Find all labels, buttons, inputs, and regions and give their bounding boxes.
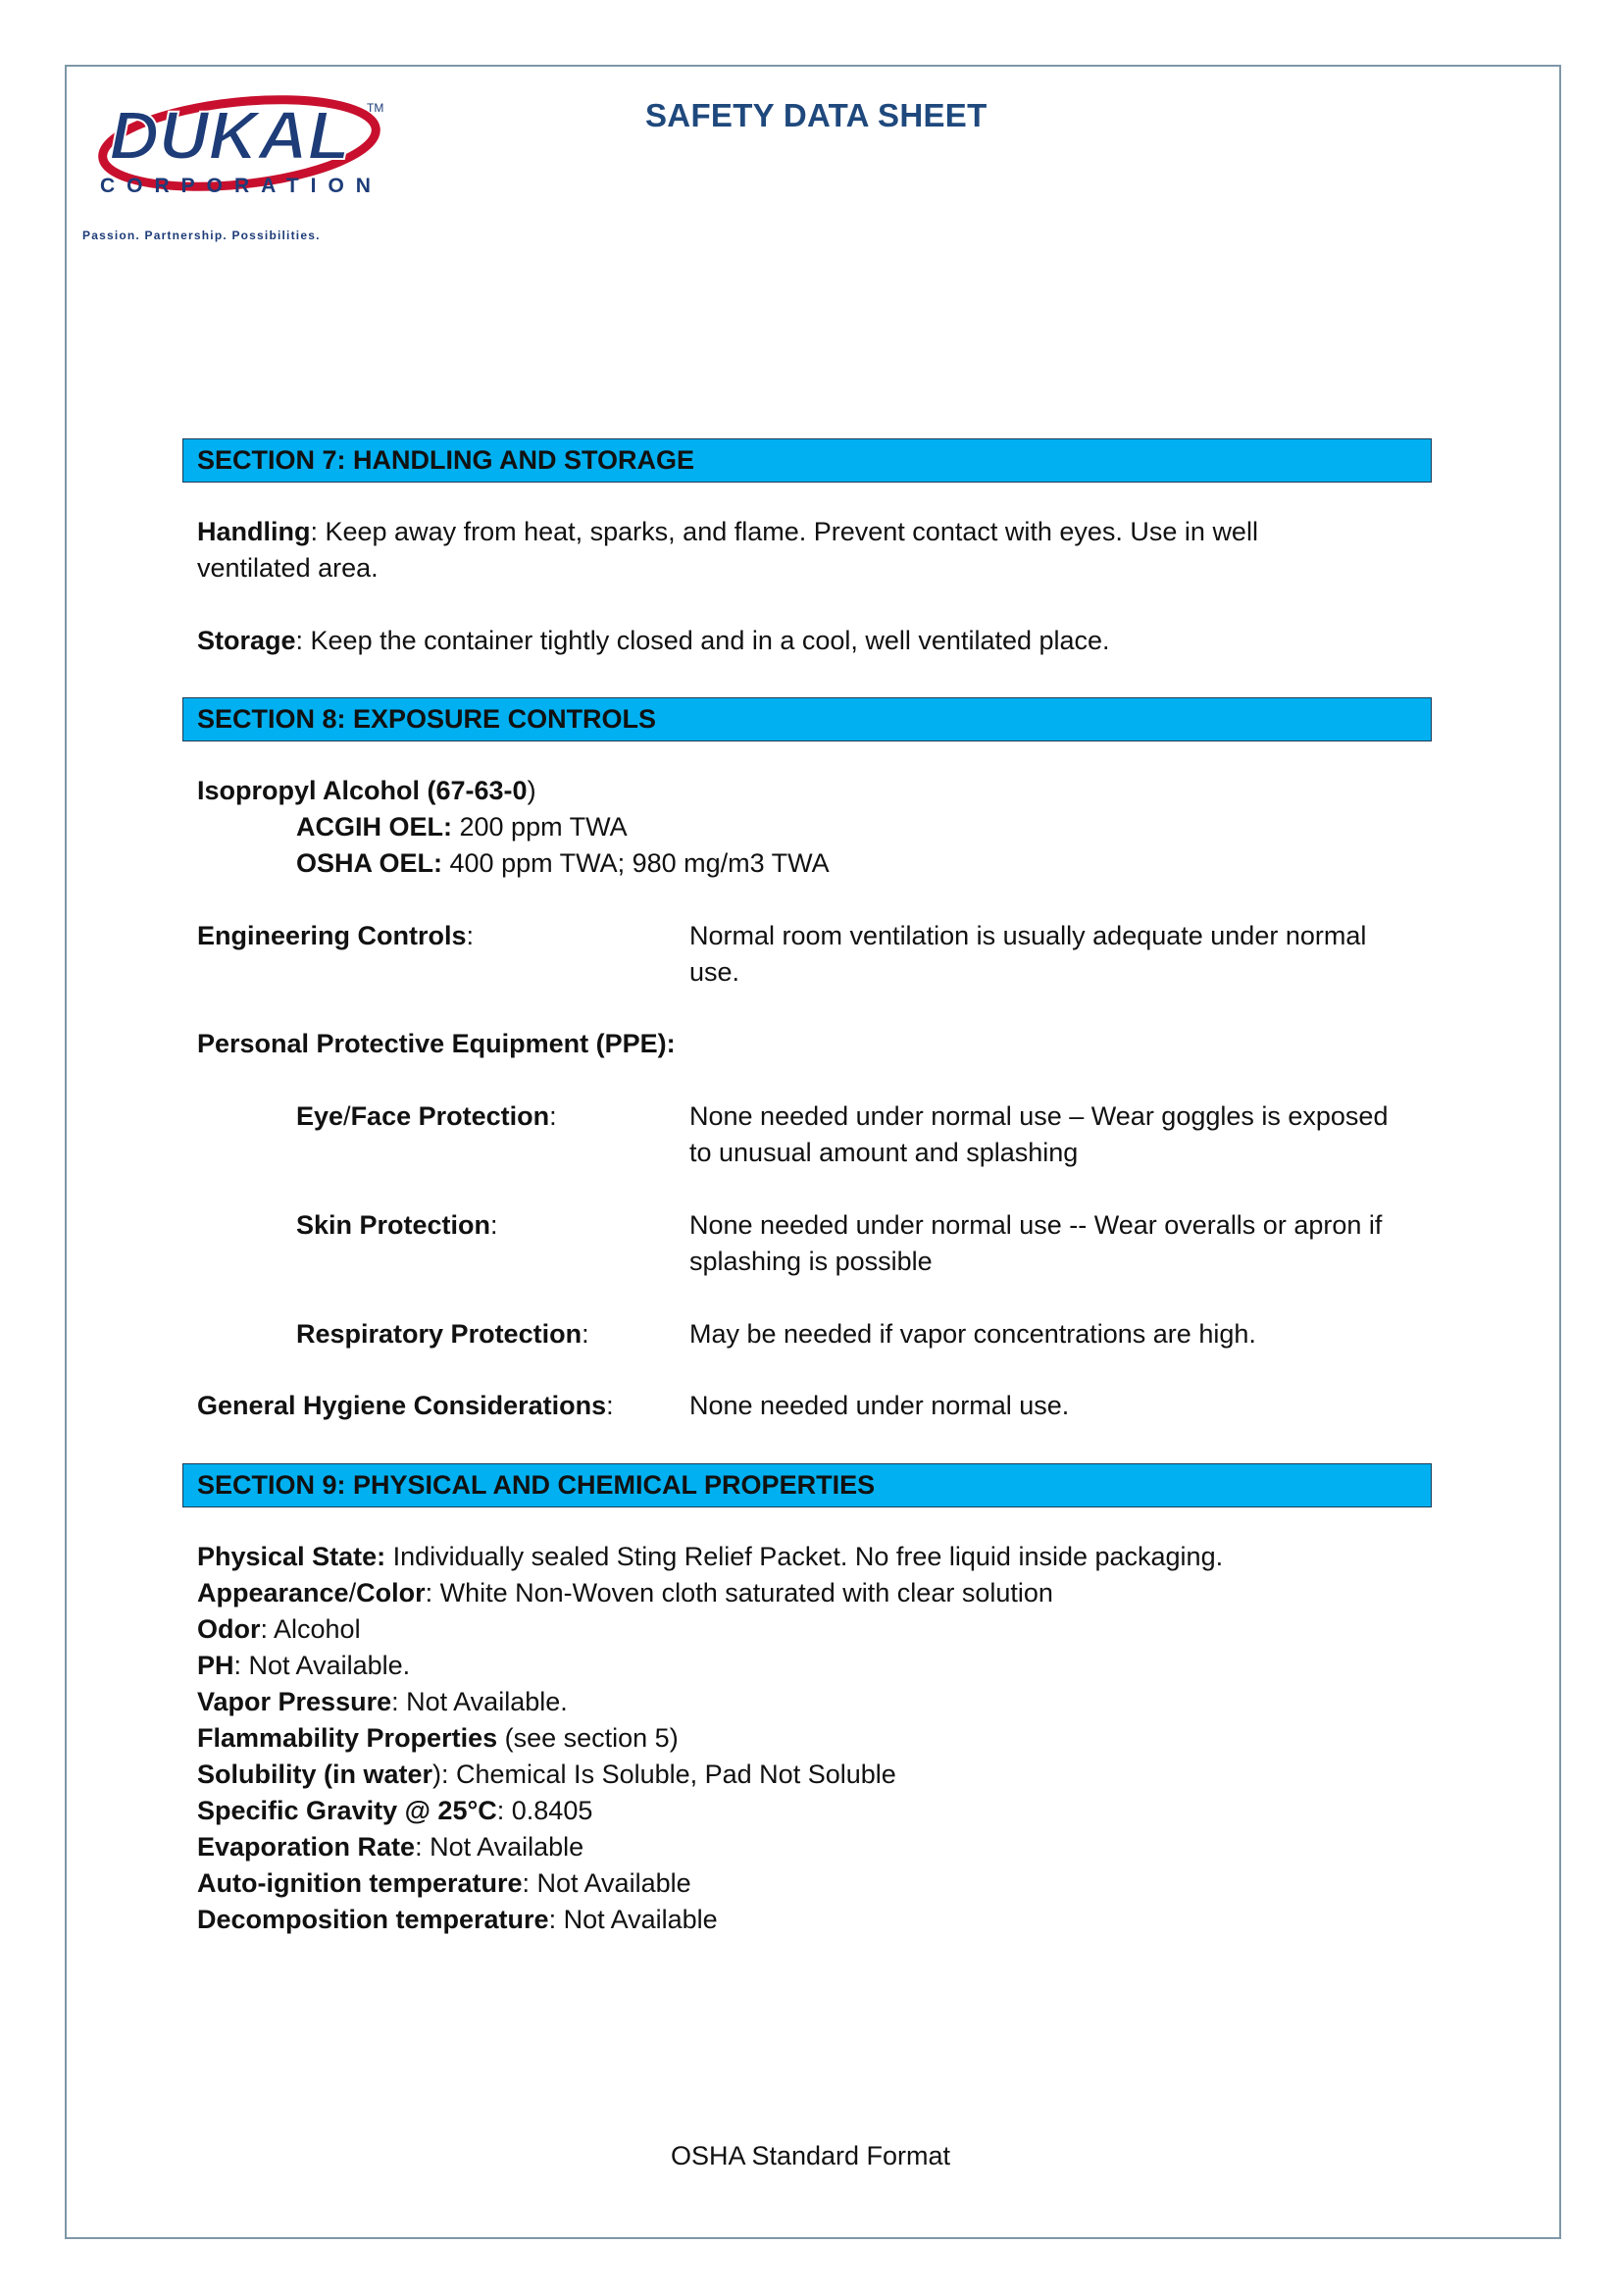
acgih-line	[296, 809, 628, 845]
prop-value: : Alcohol	[260, 1614, 361, 1644]
engineering-colon: :	[466, 921, 475, 950]
prop-value: : Not Available	[548, 1905, 718, 1934]
skin-value-1: None needed under normal use -- Wear overalls or apron if	[689, 1210, 1383, 1240]
prop-ph	[197, 1648, 410, 1684]
prop-label: Physical State:	[197, 1542, 386, 1571]
eye-label-a: Eye	[296, 1101, 344, 1131]
skin-colon: :	[490, 1210, 498, 1240]
eye-label-b: Face Protection	[350, 1101, 550, 1131]
prop-label: Appearance	[197, 1578, 349, 1607]
prop-value: : Not Available.	[233, 1651, 411, 1680]
prop-value: : 0.8405	[496, 1796, 593, 1825]
hygiene-label: General Hygiene Considerations	[197, 1391, 607, 1420]
engineering-value-2: use.	[689, 957, 740, 987]
hygiene-colon: :	[606, 1391, 614, 1420]
eye-label-sep: /	[343, 1101, 351, 1131]
prop-specific-gravity	[197, 1793, 592, 1829]
osha-label: OSHA OEL:	[296, 848, 443, 878]
substance-label: Isopropyl Alcohol (67-63-0	[197, 776, 528, 805]
prop-label: Vapor Pressure	[197, 1687, 392, 1716]
substance-close: )	[527, 776, 536, 805]
storage-label: Storage	[197, 626, 296, 655]
prop-label: PH	[197, 1651, 234, 1680]
prop-value: : White Non-Woven cloth saturated with clear solution	[425, 1578, 1053, 1607]
prop-vapor-pressure	[197, 1684, 568, 1720]
prop-evaporation-rate	[197, 1829, 583, 1865]
engineering-label-line	[197, 918, 474, 954]
prop-value: : Not Available	[415, 1832, 584, 1862]
logo-corporation: CORPORATION	[100, 175, 382, 197]
document-title: SAFETY DATA SHEET	[645, 97, 988, 133]
prop-label: Auto-ignition temperature	[197, 1868, 523, 1898]
prop-label: Evaporation Rate	[197, 1832, 416, 1862]
skin-label: Skin Protection	[296, 1210, 491, 1240]
skin-value-2: splashing is possible	[689, 1247, 933, 1276]
engineering-value-1: Normal room ventilation is usually adequate under normal	[689, 921, 1367, 950]
handling-text: : Keep away from heat, sparks, and flame. Prevent contact with eyes. Use in well	[310, 517, 1258, 546]
footer-text: OSHA Standard Format	[670, 2141, 951, 2170]
prop-value: ): Chemical Is Soluble, Pad Not Soluble	[432, 1760, 896, 1789]
osha-line	[296, 845, 830, 882]
logo-tagline: Passion. Partnership. Possibilities.	[82, 229, 321, 242]
storage-text: : Keep the container tightly closed and in a cool, well ventilated place.	[295, 626, 1110, 655]
prop-label: Odor	[197, 1614, 261, 1644]
skin-label-line	[296, 1207, 498, 1244]
dukal-logo	[82, 82, 406, 249]
logo-trademark: TM	[367, 101, 384, 115]
osha-value: 400 ppm TWA; 980 mg/m3 TWA	[442, 848, 830, 878]
storage-line	[197, 623, 1110, 659]
prop-odor	[197, 1611, 361, 1648]
eye-value-2: to unusual amount and splashing	[689, 1138, 1079, 1167]
prop-value: : Not Available	[522, 1868, 691, 1898]
prop-flammability	[197, 1720, 679, 1757]
prop-autoignition	[197, 1865, 691, 1902]
prop-value: Individually sealed Sting Relief Packet. No free liquid inside packaging.	[385, 1542, 1224, 1571]
eye-value-1: None needed under normal use – Wear goggles is exposed	[689, 1101, 1389, 1131]
prop-label-2: Color	[356, 1578, 426, 1607]
handling-line-1	[197, 514, 1258, 550]
engineering-label: Engineering Controls	[197, 921, 467, 950]
resp-colon: :	[582, 1319, 589, 1349]
hygiene-label-line	[197, 1388, 614, 1424]
prop-physical-state	[197, 1539, 1223, 1575]
prop-value: (see section 5)	[497, 1723, 679, 1753]
resp-label: Respiratory Protection	[296, 1319, 583, 1349]
prop-label: Flammability Properties	[197, 1723, 498, 1753]
acgih-label: ACGIH OEL:	[296, 812, 452, 842]
resp-value: May be needed if vapor concentrations are high.	[689, 1319, 1256, 1349]
prop-value: : Not Available.	[391, 1687, 568, 1716]
substance-line	[197, 773, 536, 809]
resp-label-line	[296, 1316, 589, 1352]
eye-label-line	[296, 1098, 557, 1135]
prop-decomposition	[197, 1902, 718, 1938]
section-8-heading: SECTION 8: EXPOSURE CONTROLS	[182, 697, 1432, 741]
prop-label: Decomposition temperature	[197, 1905, 549, 1934]
prop-label: Solubility (in water	[197, 1760, 433, 1789]
prop-label: Specific Gravity @ 25°C	[197, 1796, 497, 1825]
ppe-label: Personal Protective Equipment (PPE):	[197, 1029, 676, 1058]
acgih-value: 200 ppm TWA	[452, 812, 628, 842]
prop-sep: /	[348, 1578, 357, 1607]
handling-label: Handling	[197, 517, 311, 546]
section-9-heading: SECTION 9: PHYSICAL AND CHEMICAL PROPERTIES	[182, 1463, 1432, 1507]
section-7-heading: SECTION 7: HANDLING AND STORAGE	[182, 438, 1432, 483]
prop-appearance	[197, 1575, 1053, 1611]
handling-line-2: ventilated area.	[197, 553, 379, 583]
logo-wordmark: DUKAL	[109, 97, 350, 174]
hygiene-value: None needed under normal use.	[689, 1391, 1070, 1420]
eye-colon: :	[549, 1101, 557, 1131]
prop-solubility	[197, 1757, 896, 1793]
